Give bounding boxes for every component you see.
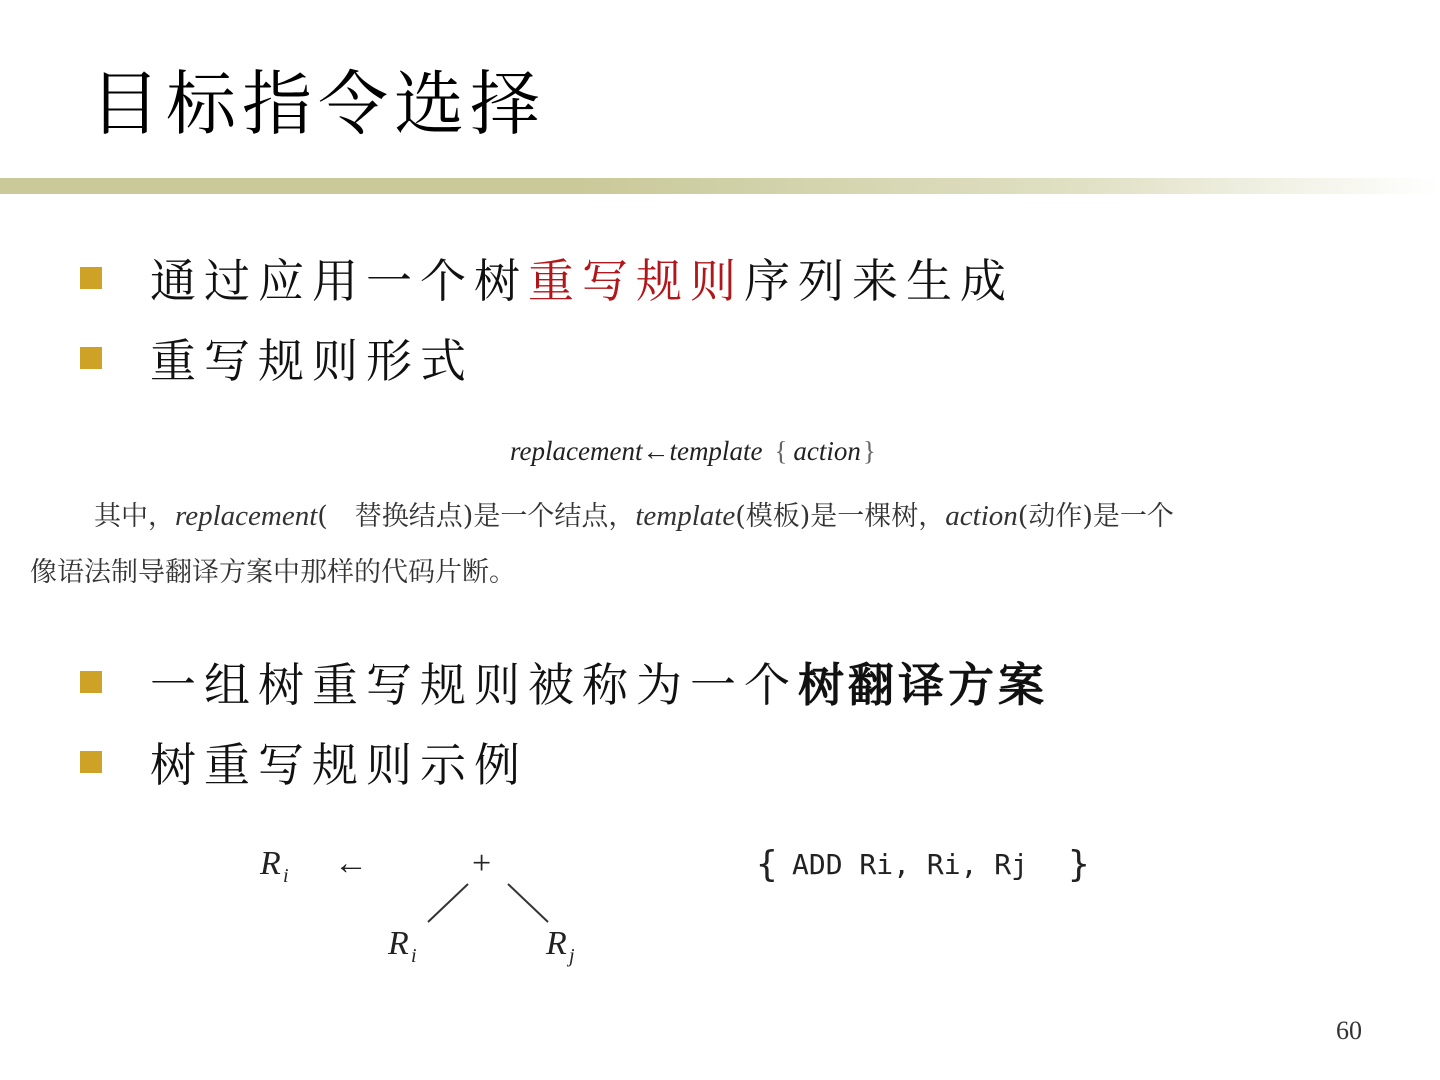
desc-p3: (模板)是一棵树， bbox=[735, 501, 946, 532]
tree-rewrite-example bbox=[240, 830, 1140, 980]
title-divider bbox=[0, 178, 1440, 194]
formula-open-brace: { bbox=[774, 436, 788, 466]
formula-template: template bbox=[669, 436, 763, 466]
example-arrow: ← bbox=[334, 845, 368, 882]
example-right-child-sub: j bbox=[569, 945, 575, 967]
formula-replacement: replacement bbox=[510, 436, 643, 466]
bullet-square-icon bbox=[80, 347, 102, 369]
desc-replacement: replacement bbox=[175, 500, 318, 532]
bullet-1-post: 序列来生成 bbox=[744, 254, 1014, 308]
bullet-1-highlight: 重写规则 bbox=[528, 254, 744, 308]
example-right-child: R bbox=[546, 925, 567, 962]
desc-template: template bbox=[635, 500, 736, 532]
bullet-1 bbox=[80, 248, 1014, 308]
example-left-child-sub: i bbox=[411, 945, 417, 967]
rule-description bbox=[30, 488, 1420, 601]
example-lhs: R bbox=[260, 845, 281, 882]
bullet-3-bold: 树翻译方案 bbox=[798, 658, 1048, 712]
tree-right-edge bbox=[508, 884, 548, 922]
page-number: 60 bbox=[1336, 1016, 1362, 1045]
bullet-3 bbox=[80, 652, 1048, 712]
example-action-open: { bbox=[756, 844, 778, 885]
slide-title: 目标指令选择 bbox=[90, 63, 546, 145]
example-action-close: } bbox=[1068, 844, 1090, 885]
example-left-child: R bbox=[388, 925, 409, 962]
example-action-code: ADD Ri, Ri, Rj bbox=[792, 848, 1029, 881]
description-line-2: 像语法制导翻译方案中那样的代码片断。 bbox=[30, 557, 516, 588]
bullet-4-text: 树重写规则示例 bbox=[150, 738, 528, 792]
desc-action: action bbox=[945, 500, 1018, 532]
bullet-4 bbox=[80, 732, 528, 792]
formula-arrow: ← bbox=[642, 436, 670, 466]
description-line-1 bbox=[30, 488, 1420, 545]
example-plus-node: + bbox=[472, 845, 492, 882]
desc-p2: ( 替换结点)是一个结点， bbox=[317, 501, 636, 532]
rule-form-formula bbox=[510, 436, 876, 467]
bullet-3-pre: 一组树重写规则被称为一个 bbox=[150, 658, 798, 712]
bullet-square-icon bbox=[80, 267, 102, 289]
bullet-3-text bbox=[150, 649, 1048, 715]
bullet-2 bbox=[80, 328, 474, 388]
bullet-square-icon bbox=[80, 671, 102, 693]
desc-p1: 其中， bbox=[94, 501, 175, 532]
tree-left-edge bbox=[428, 884, 468, 922]
bullet-1-pre: 通过应用一个树 bbox=[150, 254, 528, 308]
bullet-1-text bbox=[150, 245, 1014, 311]
desc-p4: (动作)是一个 bbox=[1017, 501, 1174, 532]
bullet-square-icon bbox=[80, 751, 102, 773]
example-lhs-sub: i bbox=[283, 865, 289, 887]
formula-close-brace: } bbox=[862, 436, 876, 466]
bullet-2-text: 重写规则形式 bbox=[150, 334, 474, 388]
formula-action: action bbox=[793, 436, 861, 466]
